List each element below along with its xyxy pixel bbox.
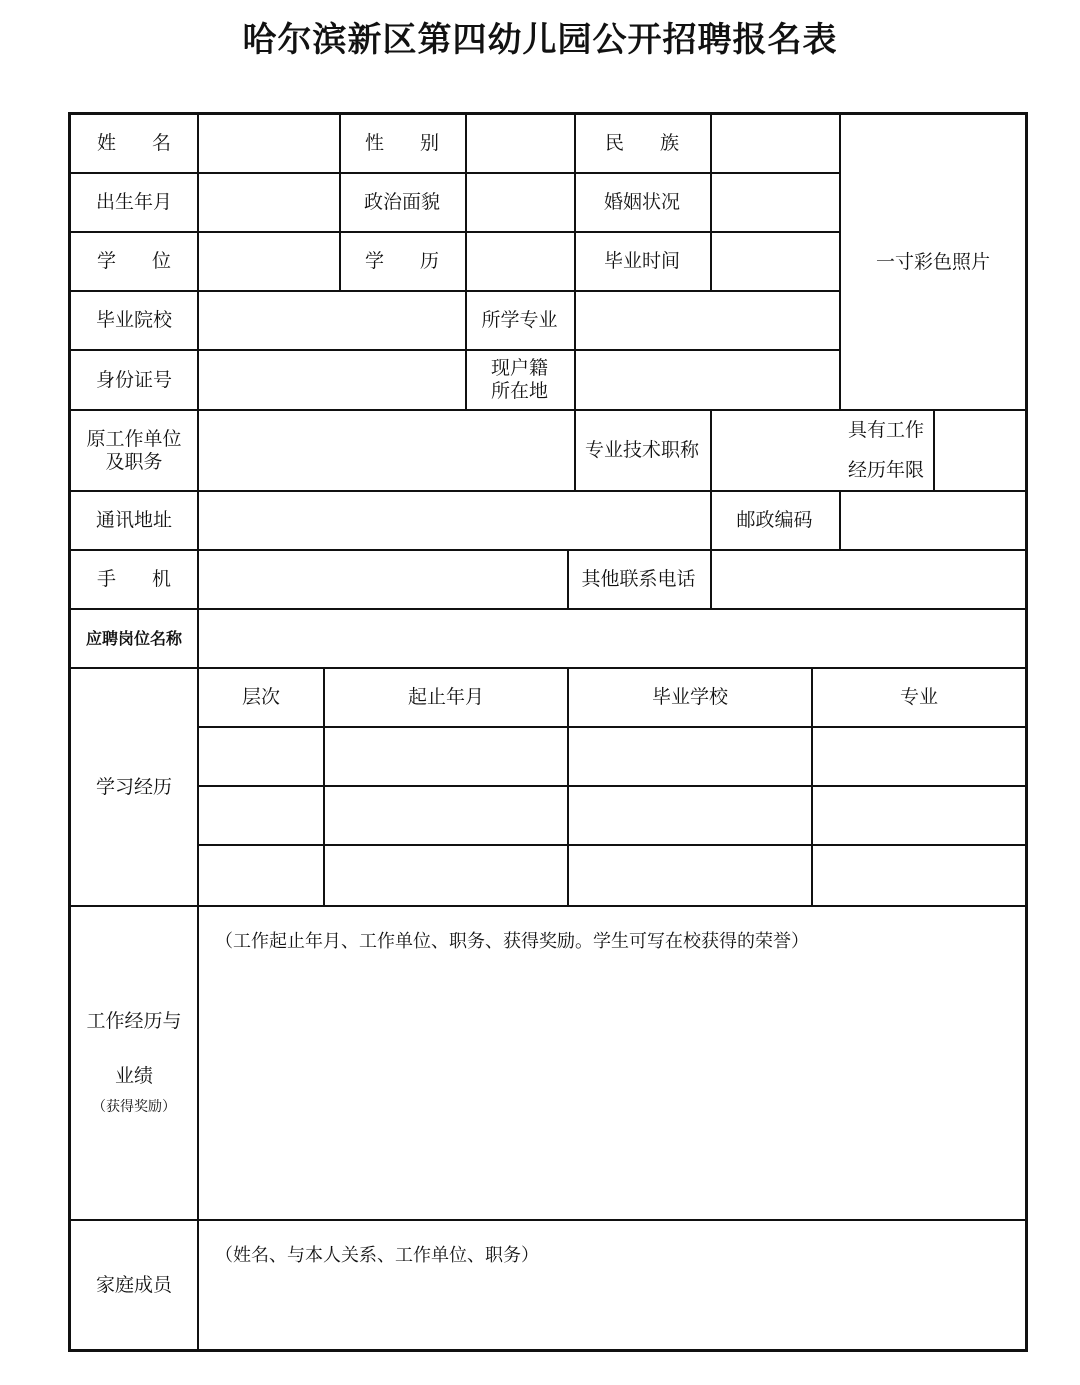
label-work-exp — [71, 907, 197, 1219]
other-phone-field[interactable] — [712, 551, 1025, 608]
study-header-period: 起止年月 — [407, 686, 484, 709]
address-field[interactable] — [199, 492, 710, 549]
work-exp-note: （工作起止年月、工作单位、职务、获得奖励。学生可写在校获得的荣誉） — [215, 931, 809, 952]
ethnicity-field[interactable] — [712, 115, 839, 172]
major-field[interactable] — [576, 292, 839, 349]
label-hukou-line1: 现户籍 — [490, 357, 548, 380]
label-grad-time: 毕业时间 — [603, 250, 680, 273]
label-birth: 出生年月 — [95, 191, 172, 214]
political-field[interactable] — [467, 174, 574, 231]
hukou-field[interactable] — [576, 351, 839, 409]
label-orig-work-line1: 原工作单位 — [86, 427, 182, 450]
label-other-phone: 其他联系电话 — [581, 568, 696, 591]
label-title-tech: 专业技术职称 — [584, 439, 699, 462]
label-family: 家庭成员 — [95, 1273, 172, 1296]
position-field[interactable] — [199, 610, 1025, 667]
label-work-exp-line3: （获得奖励） — [92, 1099, 176, 1116]
work-exp-field[interactable] — [199, 907, 1025, 1219]
study-header-level: 层次 — [241, 686, 280, 709]
label-position: 应聘岗位名称 — [85, 628, 182, 648]
title-tech-field[interactable] — [712, 411, 839, 490]
birth-field[interactable] — [199, 174, 339, 231]
label-work-exp-line2: 业绩 — [114, 1064, 153, 1087]
postcode-field[interactable] — [841, 492, 1025, 549]
label-gender: 性别 — [364, 132, 475, 155]
label-major: 所学专业 — [481, 309, 558, 332]
label-work-years-line2: 经历年限 — [847, 458, 924, 481]
label-degree: 学位 — [96, 250, 207, 273]
orig-work-field[interactable] — [199, 411, 574, 490]
education-field[interactable] — [467, 233, 574, 290]
label-education: 学历 — [364, 250, 475, 273]
gender-field[interactable] — [467, 115, 574, 172]
label-hukou-line2: 所在地 — [490, 380, 548, 402]
label-study: 学习经历 — [95, 775, 172, 798]
label-hukou — [465, 351, 574, 409]
form-title: 哈尔滨新区第四幼儿园公开招聘报名表 — [242, 20, 838, 60]
work-years-field[interactable] — [935, 411, 1025, 490]
study-header-major: 专业 — [899, 686, 938, 709]
label-orig-work-line2: 及职务 — [105, 450, 163, 473]
photo-box[interactable] — [841, 115, 1025, 409]
study-row-1[interactable] — [199, 728, 1025, 785]
family-note: （姓名、与本人关系、工作单位、职务） — [215, 1245, 539, 1266]
study-header-school: 毕业学校 — [651, 686, 728, 709]
label-work-years — [839, 411, 933, 490]
label-name: 姓名 — [96, 132, 207, 155]
study-row-3[interactable] — [199, 846, 1025, 905]
grad-time-field[interactable] — [712, 233, 839, 290]
marital-field[interactable] — [712, 174, 839, 231]
label-political: 政治面貌 — [363, 191, 440, 214]
label-id-no: 身份证号 — [95, 368, 172, 391]
id-no-field[interactable] — [199, 351, 465, 409]
label-mobile: 手机 — [96, 568, 207, 591]
label-ethnicity: 民族 — [604, 132, 715, 155]
label-address: 通讯地址 — [95, 509, 172, 532]
label-school: 毕业院校 — [95, 309, 172, 332]
study-row-2[interactable] — [199, 787, 1025, 844]
label-postcode: 邮政编码 — [736, 509, 813, 532]
registration-form-table — [68, 112, 1028, 1352]
school-field[interactable] — [199, 292, 465, 349]
degree-field[interactable] — [199, 233, 339, 290]
label-photo: 一寸彩色照片 — [875, 250, 990, 273]
label-marital: 婚姻状况 — [603, 191, 680, 214]
name-field[interactable] — [199, 115, 339, 172]
label-work-years-line1: 具有工作 — [847, 419, 924, 442]
label-orig-work — [71, 411, 197, 490]
label-work-exp-line1: 工作经历与 — [86, 1009, 182, 1032]
mobile-field[interactable] — [199, 551, 567, 608]
